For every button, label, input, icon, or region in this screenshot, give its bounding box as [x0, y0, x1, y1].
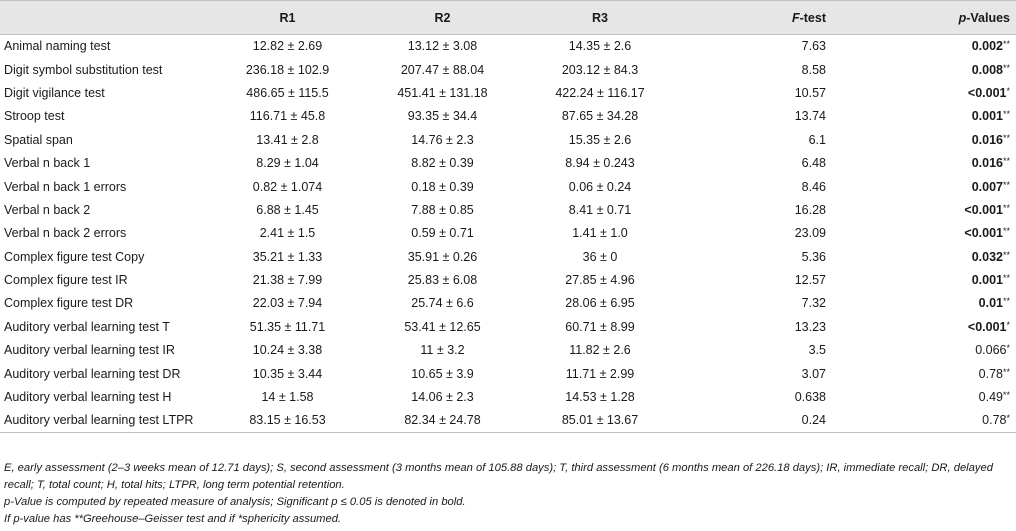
cell-f-test: 13.23	[794, 319, 826, 334]
cell-r3: 87.65 ± 34.28	[561, 109, 639, 124]
cell-r1: 10.35 ± 3.44	[252, 366, 323, 381]
p-value-marker: *	[1006, 85, 1010, 96]
cell-test-name: Auditory verbal learning test LTPR	[0, 409, 210, 432]
cell-r1: 51.35 ± 11.71	[249, 319, 326, 334]
table-row	[0, 315, 1016, 338]
cell-p-value	[860, 58, 1016, 81]
cell-p-value	[860, 409, 1016, 432]
table-row	[0, 175, 1016, 198]
cell-r1: 486.65 ± 115.5	[246, 85, 329, 100]
p-value-number: 0.008	[971, 62, 1003, 77]
p-value-number: 0.007	[971, 179, 1003, 194]
cell-test-name: Verbal n back 2	[4, 202, 91, 217]
cell-r3: 0.06 ± 0.24	[568, 179, 632, 194]
cell-r3: 14.53 ± 1.28	[565, 390, 635, 405]
cell-f-test: 10.57	[794, 85, 826, 100]
cell-test-name: Animal naming test	[4, 39, 111, 54]
cell-r2: 207.47 ± 88.04	[400, 62, 485, 77]
footnote-test-markers: If p-value has **Greehouse–Geisser test and if *sphericity assumed.	[4, 513, 342, 525]
p-value-marker: **	[1002, 202, 1010, 213]
p-value-number: <0.001	[964, 226, 1003, 241]
cell-r1: 14 ± 1.58	[261, 390, 314, 405]
cell-p-value	[860, 339, 1016, 362]
cell-r3: 203.12 ± 84.3	[561, 62, 639, 77]
p-value-number: 0.032	[971, 249, 1003, 264]
cell-r3: 11.82 ± 2.6	[569, 343, 631, 358]
cell-p-value	[860, 35, 1016, 58]
cell-r2: 13.12 ± 3.08	[407, 39, 478, 54]
cell-f-test: 0.638	[794, 390, 826, 405]
cell-f-test: 6.1	[808, 132, 826, 147]
cell-f-test: 13.74	[794, 109, 826, 124]
cell-r1: 10.24 ± 3.38	[252, 343, 323, 358]
cell-p-value	[860, 151, 1016, 174]
cell-test-name: Auditory verbal learning test H	[4, 390, 172, 405]
p-value-marker: *	[1006, 319, 1010, 330]
cell-p-value	[860, 268, 1016, 291]
table-body	[0, 35, 1016, 433]
cell-p-value	[860, 175, 1016, 198]
table-row	[0, 292, 1016, 315]
p-value-number: 0.001	[971, 109, 1003, 124]
cell-test-name: Verbal n back 1 errors	[4, 179, 127, 194]
p-value-marker: **	[1002, 390, 1010, 401]
p-value-marker: **	[1002, 132, 1010, 143]
cell-test-name: Digit symbol substitution test	[4, 62, 163, 77]
p-value-marker: **	[1002, 39, 1010, 50]
table-header	[0, 1, 1016, 35]
cell-r3: 15.35 ± 2.6	[568, 132, 632, 147]
table-row	[0, 339, 1016, 362]
cell-test-name: Verbal n back 2 errors	[4, 226, 127, 241]
cell-test-name: Stroop test	[4, 109, 65, 124]
header-p-suffix: -Values	[966, 10, 1010, 25]
cell-r3: 8.41 ± 0.71	[568, 202, 632, 217]
cell-test-name: Spatial span	[4, 132, 73, 147]
table-row	[0, 198, 1016, 221]
p-value-number: 0.78	[978, 366, 1003, 381]
cell-r1: 116.71 ± 45.8	[249, 109, 326, 124]
p-value-number: <0.001	[964, 202, 1003, 217]
cell-r2: 0.59 ± 0.71	[411, 226, 474, 241]
cell-p-value	[860, 385, 1016, 408]
cell-test-name: Complex figure test DR	[4, 296, 134, 311]
table-row	[0, 409, 1016, 432]
table-row	[0, 385, 1016, 408]
table-row	[0, 81, 1016, 104]
p-value-marker: **	[1002, 296, 1010, 307]
cell-r3: 28.06 ± 6.95	[565, 296, 635, 311]
footnote-abbreviations: E, early assessment (2–3 weeks mean of 12.71 days); S, second assessment (3 months mean of 105.88 days); T, third assessment (6 months mean of 226.18 days); IR, immediate recall; DR, delayed recall; T, total count; H, total hits; LTPR, long term potential retention.	[4, 462, 993, 491]
cell-f-test: 8.46	[801, 179, 826, 194]
cell-f-test: 12.57	[794, 273, 826, 288]
cell-r2: 10.65 ± 3.9	[411, 366, 474, 381]
cell-r2: 25.83 ± 6.08	[407, 273, 478, 288]
cell-r3: 1.41 ± 1.0	[572, 226, 628, 241]
cell-test-name: Auditory verbal learning test IR	[4, 343, 175, 358]
table-footnotes	[4, 460, 1012, 528]
header-f-suffix: -test	[799, 10, 826, 25]
cell-r1: 2.41 ± 1.5	[259, 226, 316, 241]
cell-r2: 35.91 ± 0.26	[407, 249, 478, 264]
cell-f-test: 8.58	[801, 62, 826, 77]
p-value-marker: **	[1002, 366, 1010, 377]
cell-f-test: 3.5	[808, 343, 826, 358]
p-value-number: 0.001	[971, 273, 1003, 288]
p-value-number: 0.49	[978, 390, 1003, 405]
p-value-number: 0.066	[975, 343, 1007, 358]
cell-r3: 85.01 ± 13.67	[520, 409, 680, 432]
p-value-number: <0.001	[967, 319, 1007, 334]
cell-r2: 53.41 ± 12.65	[404, 319, 481, 334]
cell-r1: 13.41 ± 2.8	[256, 132, 319, 147]
header-p-letter: p	[958, 10, 967, 25]
p-value-marker: **	[1002, 62, 1010, 73]
cell-r3: 60.71 ± 8.99	[565, 319, 635, 334]
cell-f-test: 5.36	[801, 249, 826, 264]
cell-p-value	[860, 81, 1016, 104]
cell-test-name: Complex figure test IR	[4, 273, 128, 288]
table-row	[0, 58, 1016, 81]
cell-r2: 0.18 ± 0.39	[411, 179, 474, 194]
cell-r2: 14.76 ± 2.3	[411, 132, 474, 147]
cell-test-name: Verbal n back 1	[4, 156, 91, 171]
table-row	[0, 245, 1016, 268]
cell-r3: 11.71 ± 2.99	[565, 366, 635, 381]
header-test	[0, 1, 210, 35]
cell-test-name: Complex figure test Copy	[4, 249, 145, 264]
cell-r2: 82.34 ± 24.78	[365, 409, 520, 432]
cell-f-test: 7.63	[801, 39, 826, 54]
cell-r3: 27.85 ± 4.96	[565, 273, 635, 288]
cell-p-value	[860, 222, 1016, 245]
cell-f-test: 7.32	[801, 296, 826, 311]
cell-r1: 236.18 ± 102.9	[245, 62, 330, 77]
header-p-values	[860, 1, 1016, 35]
cell-r2: 25.74 ± 6.6	[411, 296, 474, 311]
cell-r2: 11 ± 3.2	[420, 343, 465, 358]
cell-p-value	[860, 105, 1016, 128]
cell-test-name: Digit vigilance test	[4, 85, 105, 100]
cell-f-test: 6.48	[801, 156, 826, 171]
p-value-marker: **	[1002, 273, 1010, 284]
cell-r1: 0.82 ± 1.074	[252, 179, 323, 194]
table-row	[0, 362, 1016, 385]
p-value-marker: **	[1002, 249, 1010, 260]
cell-r3: 422.24 ± 116.17	[555, 85, 645, 100]
p-value-marker: **	[1002, 226, 1010, 237]
cell-test-name: Auditory verbal learning test DR	[4, 366, 181, 381]
cell-p-value	[860, 245, 1016, 268]
table-row	[0, 151, 1016, 174]
table-row	[0, 105, 1016, 128]
cell-r3: 36 ± 0	[582, 249, 618, 264]
cell-r1: 8.29 ± 1.04	[256, 156, 319, 171]
p-value-number: 0.016	[971, 156, 1003, 171]
cell-r1: 22.03 ± 7.94	[252, 296, 323, 311]
p-value-number: 0.002	[971, 39, 1003, 54]
cell-r2: 14.06 ± 2.3	[411, 390, 474, 405]
table-row	[0, 222, 1016, 245]
cell-r1: 83.15 ± 16.53	[210, 409, 365, 432]
header-row	[0, 1, 1016, 35]
cell-r2: 7.88 ± 0.85	[411, 202, 474, 217]
cell-f-test: 3.07	[801, 366, 826, 381]
p-value-marker: *	[1006, 343, 1010, 354]
p-value-number: 0.01	[978, 296, 1003, 311]
cell-r2: 93.35 ± 34.4	[407, 109, 478, 124]
cell-p-value	[860, 198, 1016, 221]
cell-p-value	[860, 315, 1016, 338]
p-value-number: 0.78	[982, 413, 1007, 428]
p-value-marker: **	[1002, 179, 1010, 190]
cell-p-value	[860, 362, 1016, 385]
table-row	[0, 268, 1016, 291]
p-value-number: 0.016	[971, 132, 1003, 147]
cell-r2: 8.82 ± 0.39	[411, 156, 474, 171]
cell-r3: 8.94 ± 0.243	[565, 156, 635, 171]
header-f-test	[680, 1, 860, 35]
cell-f-test: 0.24	[680, 409, 860, 432]
cell-r1: 12.82 ± 2.69	[252, 39, 323, 54]
cell-r3: 14.35 ± 2.6	[568, 39, 632, 54]
p-value-marker: **	[1002, 156, 1010, 167]
p-value-marker: *	[1006, 413, 1010, 424]
footnote-pvalue-method: p-Value is computed by repeated measure of analysis; Significant p ≤ 0.05 is denoted in bold.	[4, 496, 466, 508]
cell-r1: 6.88 ± 1.45	[256, 202, 319, 217]
cell-p-value	[860, 128, 1016, 151]
header-f-letter: F	[791, 10, 800, 25]
p-value-number: <0.001	[967, 85, 1007, 100]
cell-test-name: Auditory verbal learning test T	[4, 319, 170, 334]
cell-f-test: 23.09	[794, 226, 826, 241]
cell-r1: 21.38 ± 7.99	[252, 273, 323, 288]
header-r2: R2	[365, 1, 520, 35]
cell-r2: 451.41 ± 131.18	[397, 85, 488, 100]
header-r1: R1	[210, 1, 365, 35]
cell-r1: 35.21 ± 1.33	[252, 249, 323, 264]
cell-f-test: 16.28	[794, 202, 826, 217]
table-row	[0, 35, 1016, 58]
table-row	[0, 128, 1016, 151]
p-value-marker: **	[1002, 109, 1010, 120]
header-r3: R3	[520, 1, 680, 35]
cell-p-value	[860, 292, 1016, 315]
